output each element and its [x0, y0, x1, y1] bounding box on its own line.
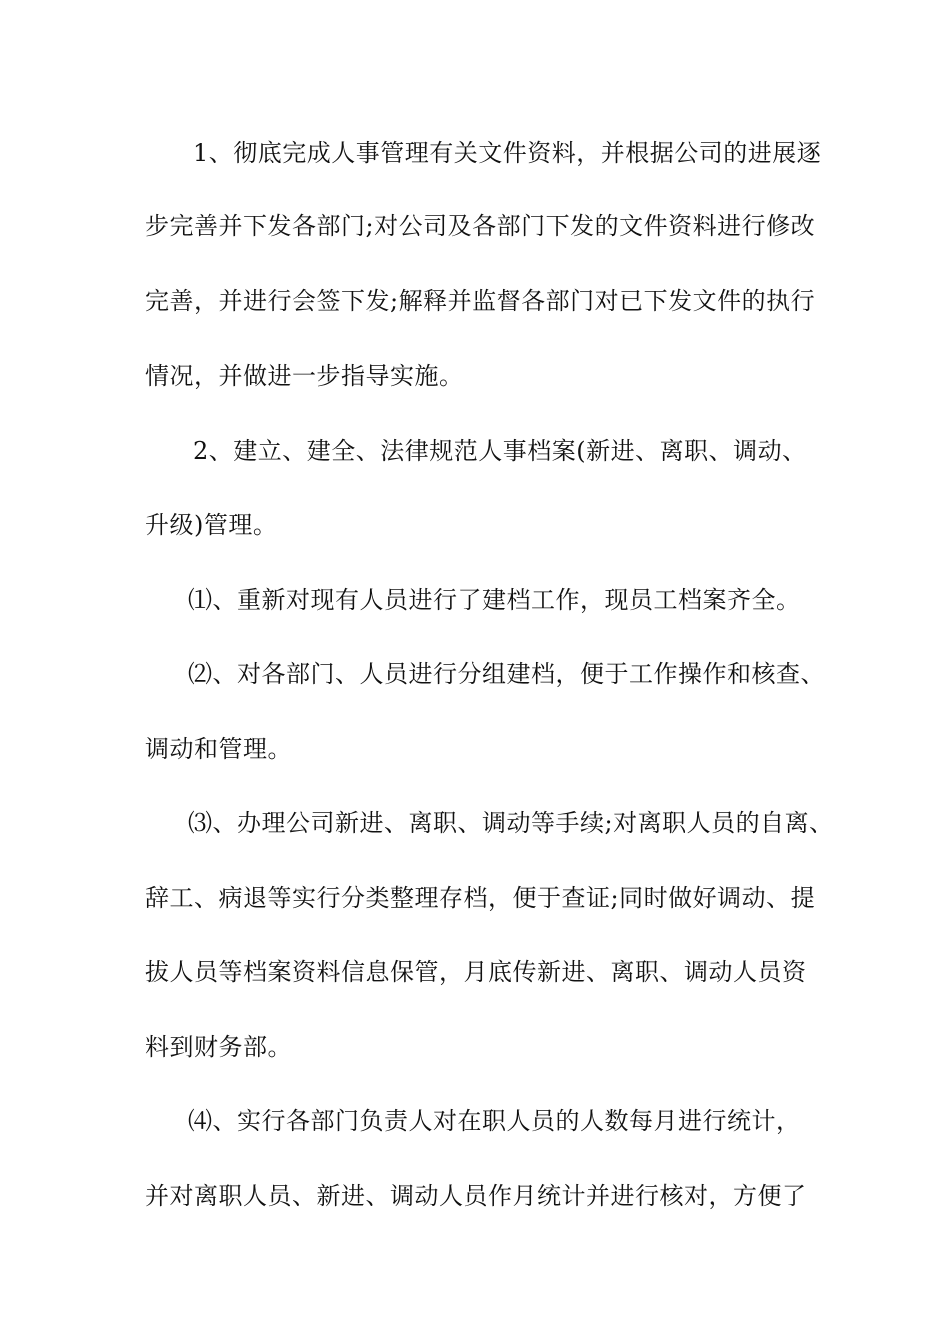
item-4-line-2: 并对离职人员、新进、调动人员作月统计并进行核对，方便了	[145, 1182, 807, 1210]
paragraph-1-line-1: 1、彻底完成人事管理有关文件资料，并根据公司的进展逐	[193, 139, 822, 167]
item-3-line-2: 辞工、病退等实行分类整理存档，便于查证;同时做好调动、提	[145, 884, 816, 912]
item-3-line-4: 料到财务部。	[145, 1033, 292, 1061]
paragraph-1-line-3: 完善，并进行会签下发;解释并监督各部门对已下发文件的执行	[145, 287, 816, 315]
item-3-line-1: ⑶、办理公司新进、离职、调动等手续;对离职人员的自离、	[188, 809, 834, 837]
item-3-line-3: 拔人员等档案资料信息保管，月底传新进、离职、调动人员资	[145, 958, 807, 986]
item-2-line-1: ⑵、对各部门、人员进行分组建档，便于工作操作和核查、	[188, 660, 825, 688]
paragraph-2-line-2: 升级)管理。	[145, 511, 278, 539]
paragraph-1-line-2: 步完善并下发各部门;对公司及各部门下发的文件资料进行修改	[145, 212, 816, 240]
item-1-line-1: ⑴、重新对现有人员进行了建档工作，现员工档案齐全。	[188, 586, 801, 614]
item-4-line-1: ⑷、实行各部门负责人对在职人员的人数每月进行统计，	[188, 1107, 801, 1135]
paragraph-1-line-4: 情况，并做进一步指导实施。	[145, 362, 464, 390]
item-2-line-2: 调动和管理。	[145, 735, 292, 763]
paragraph-2-line-1: 2、建立、建全、法律规范人事档案(新进、离职、调动、	[193, 437, 807, 465]
